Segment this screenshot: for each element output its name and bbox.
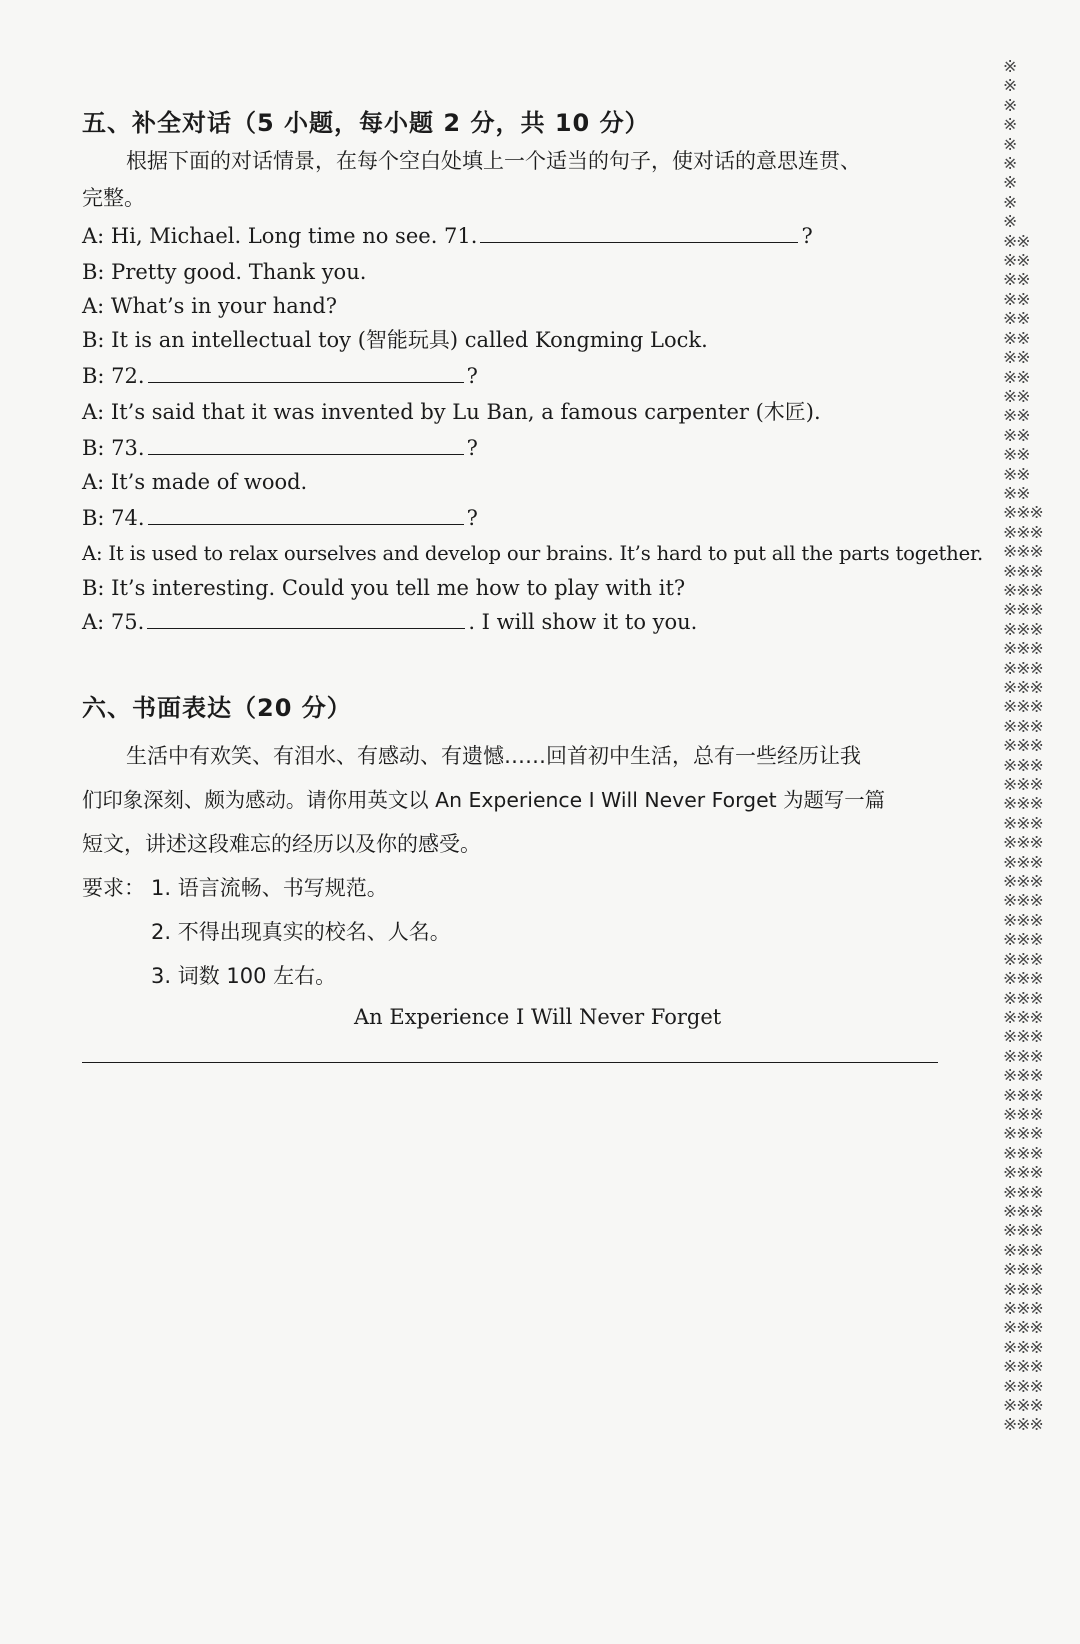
- section6-prompt-line3: 短文，讲述这段难忘的经历以及你的感受。: [82, 832, 481, 856]
- section6-title: 六、书面表达（20 分）: [82, 694, 352, 722]
- requirement-3: 3. 词数 100 左右。: [151, 964, 337, 988]
- edge-pattern-row: ※※※: [1003, 1085, 1043, 1106]
- edge-pattern-row: ※※※: [1003, 1124, 1043, 1145]
- answer-blank-75[interactable]: [147, 608, 465, 629]
- edge-pattern-row: ※※※: [1003, 619, 1043, 640]
- edge-pattern-row: ※: [1003, 154, 1017, 175]
- edge-pattern-row: ※※: [1003, 406, 1030, 427]
- edge-pattern-row: ※※: [1003, 289, 1030, 310]
- edge-pattern-row: ※※※: [1003, 988, 1043, 1009]
- dialogue-line: A: What’s in your hand?: [82, 294, 338, 318]
- edge-pattern-row: ※※※: [1003, 1396, 1043, 1417]
- edge-pattern-row: ※※※: [1003, 1357, 1043, 1378]
- dialogue-line: A: It’s said that it was invented by Lu Ban, a famous carpenter (木匠).: [82, 400, 821, 424]
- requirement-2: 2. 不得出现真实的校名、人名。: [151, 920, 451, 944]
- edge-pattern-row: ※※※: [1003, 872, 1043, 893]
- edge-pattern-row: ※※※: [1003, 755, 1043, 776]
- dialogue-line: A: It’s made of wood.: [82, 470, 308, 494]
- edge-pattern-row: ※: [1003, 192, 1017, 213]
- edge-pattern-row: ※※※: [1003, 949, 1043, 970]
- edge-pattern-row: ※※※: [1003, 1182, 1043, 1203]
- edge-pattern-row: ※※※: [1003, 1066, 1043, 1087]
- edge-pattern-row: ※※: [1003, 445, 1030, 466]
- edge-pattern-row: ※※※: [1003, 561, 1043, 582]
- edge-pattern-row: ※※※: [1003, 1279, 1043, 1300]
- essay-title: An Experience I Will Never Forget: [354, 1005, 722, 1029]
- edge-pattern-row: ※※: [1003, 270, 1030, 291]
- section5-title: 五、补全对话（5 小题，每小题 2 分，共 10 分）: [82, 109, 650, 137]
- edge-pattern-row: ※※※: [1003, 833, 1043, 854]
- edge-pattern-row: ※※: [1003, 328, 1030, 349]
- answer-blank-74[interactable]: [148, 504, 464, 525]
- edge-pattern-row: ※※※: [1003, 600, 1043, 621]
- edge-pattern-row: ※※※: [1003, 716, 1043, 737]
- edge-pattern-row: ※※※: [1003, 736, 1043, 757]
- dialogue-line-74: [82, 504, 478, 532]
- edge-pattern-row: ※※: [1003, 425, 1030, 446]
- dialogue-72-prefix: B: 72.: [82, 364, 145, 388]
- dialogue-73-prefix: B: 73.: [82, 436, 145, 460]
- dialogue-line: B: It is an intellectual toy (智能玩具) called Kongming Lock.: [82, 328, 708, 352]
- edge-pattern-row: ※※※: [1003, 1046, 1043, 1067]
- edge-pattern-row: ※※: [1003, 348, 1030, 369]
- edge-pattern-row: ※※※: [1003, 1240, 1043, 1261]
- edge-pattern-row: ※※※: [1003, 1376, 1043, 1397]
- edge-pattern-row: ※: [1003, 76, 1017, 97]
- edge-pattern-row: ※※※: [1003, 1260, 1043, 1281]
- edge-pattern-row: ※※※: [1003, 1221, 1043, 1242]
- answer-blank-71[interactable]: [480, 222, 798, 243]
- edge-pattern-row: ※※※: [1003, 639, 1043, 660]
- edge-pattern-row: ※※※: [1003, 580, 1043, 601]
- edge-pattern-row: ※※※: [1003, 1163, 1043, 1184]
- dialogue-line: B: Pretty good. Thank you.: [82, 260, 367, 284]
- edge-pattern-row: ※※※: [1003, 930, 1043, 951]
- edge-pattern-row: ※※※: [1003, 522, 1043, 543]
- edge-pattern-row: ※: [1003, 212, 1017, 233]
- dialogue-75-suffix: . I will show it to you.: [468, 610, 698, 634]
- requirements-label: 要求：: [82, 876, 145, 900]
- edge-pattern-row: ※※※: [1003, 1201, 1043, 1222]
- edge-pattern-row: ※※※: [1003, 813, 1043, 834]
- edge-pattern-row: ※※※: [1003, 1143, 1043, 1164]
- edge-pattern-row: ※※※: [1003, 503, 1043, 524]
- edge-pattern-row: ※※※: [1003, 1337, 1043, 1358]
- edge-pattern-row: ※: [1003, 58, 1017, 77]
- section6-prompt-line1: 生活中有欢笑、有泪水、有感动、有遗憾……回首初中生活，总有一些经历让我: [126, 744, 861, 768]
- dialogue-74-suffix: ?: [466, 506, 478, 530]
- section5-instruction-line1: 根据下面的对话情景，在每个空白处填上一个适当的句子，使对话的意思连贯、: [126, 149, 861, 173]
- edge-pattern-row: ※※※: [1003, 678, 1043, 698]
- edge-pattern-row: ※※※: [1003, 697, 1043, 718]
- dialogue-line-72: [82, 362, 478, 390]
- requirement-1: 1. 语言流畅、书写规范。: [151, 876, 388, 900]
- binding-edge-pattern: [1003, 58, 1080, 1438]
- section5-instruction-line2: 完整。: [82, 186, 145, 210]
- dialogue-line-73: [82, 434, 478, 462]
- edge-pattern-row: ※※※: [1003, 1299, 1043, 1319]
- edge-pattern-row: ※※※: [1003, 969, 1043, 990]
- edge-pattern-row: ※※※: [1003, 910, 1043, 931]
- edge-pattern-row: ※※: [1003, 309, 1030, 330]
- dialogue-71-suffix: ?: [801, 224, 813, 248]
- dialogue-line: B: It’s interesting. Could you tell me how to play with it?: [82, 576, 686, 600]
- edge-pattern-row: ※※※: [1003, 1104, 1043, 1125]
- section6-prompt-line2: 们印象深刻、颇为感动。请你用英文以 An Experience I Will Never Forget 为题写一篇: [82, 788, 886, 812]
- dialogue-73-suffix: ?: [466, 436, 478, 460]
- edge-pattern-row: ※※※: [1003, 1415, 1043, 1436]
- dialogue-75-prefix: A: 75.: [82, 610, 145, 634]
- dialogue-line-71: [82, 222, 813, 250]
- edge-pattern-row: ※※※: [1003, 542, 1043, 563]
- edge-pattern-row: ※※※: [1003, 658, 1043, 679]
- edge-pattern-row: ※※※: [1003, 891, 1043, 912]
- dialogue-line-75: [82, 608, 697, 636]
- dialogue-74-prefix: B: 74.: [82, 506, 145, 530]
- dialogue-line: A: It is used to relax ourselves and develop our brains. It’s hard to put all the parts together.: [82, 542, 984, 565]
- edge-pattern-row: ※※※: [1003, 775, 1043, 796]
- edge-pattern-row: ※: [1003, 134, 1017, 155]
- dialogue-72-suffix: ?: [466, 364, 478, 388]
- edge-pattern-row: ※※※: [1003, 794, 1043, 815]
- edge-pattern-row: ※※: [1003, 231, 1030, 252]
- dialogue-71-prefix: A: Hi, Michael. Long time no see. 71.: [82, 224, 478, 248]
- edge-pattern-row: ※※※: [1003, 852, 1043, 873]
- edge-pattern-row: ※: [1003, 173, 1017, 194]
- edge-pattern-row: ※: [1003, 115, 1017, 136]
- answer-blank-72[interactable]: [148, 362, 464, 383]
- edge-pattern-row: ※※※: [1003, 1318, 1043, 1339]
- edge-pattern-row: ※※: [1003, 483, 1030, 504]
- edge-pattern-row: ※※※: [1003, 1007, 1043, 1028]
- edge-pattern-row: ※: [1003, 95, 1017, 116]
- edge-pattern-row: ※※※: [1003, 1027, 1043, 1048]
- edge-pattern-row: ※※: [1003, 386, 1030, 407]
- edge-pattern-row: ※※: [1003, 367, 1030, 388]
- writing-line[interactable]: [82, 1062, 938, 1063]
- edge-pattern-row: ※※: [1003, 464, 1030, 485]
- edge-pattern-row: ※※: [1003, 251, 1030, 272]
- answer-blank-73[interactable]: [148, 434, 464, 455]
